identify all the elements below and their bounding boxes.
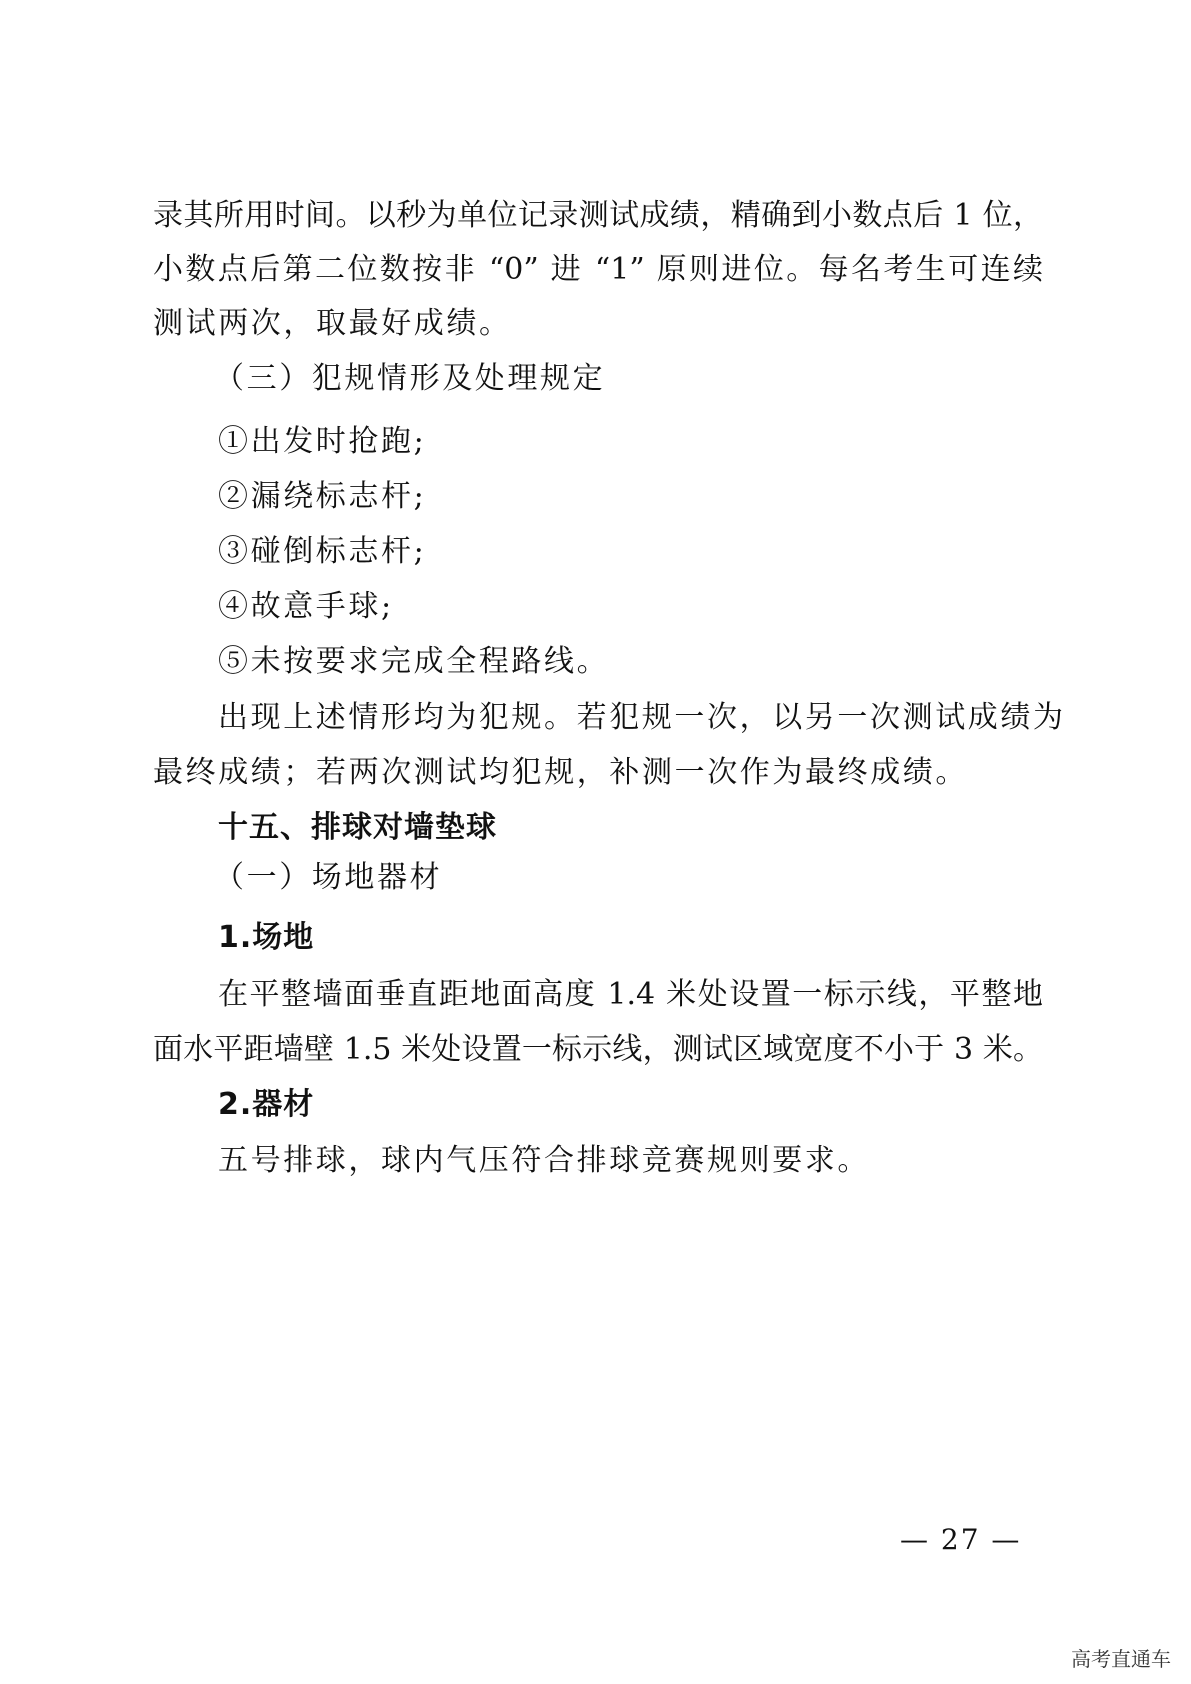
violation-item: ④故意手球;	[218, 589, 394, 624]
violation-item: ①出发时抢跑;	[218, 424, 427, 459]
page-number: — 27 —	[900, 1523, 1022, 1556]
paragraph-line: 小数点后第二位数按非 “0” 进 “1” 原则进位。每名考生可连续	[153, 252, 1043, 287]
violation-item: ②漏绕标志杆;	[218, 479, 427, 514]
paragraph-line: 测试两次，取最好成绩。	[153, 306, 512, 341]
violation-item: ⑤未按要求完成全程路线。	[218, 644, 610, 679]
subheading-violations: （三）犯规情形及处理规定	[214, 361, 606, 396]
paragraph-line: 五号排球，球内气压符合排球竞赛规则要求。	[218, 1143, 870, 1178]
section-title: 十五、排球对墙垫球	[218, 810, 497, 845]
paragraph-line: 最终成绩；若两次测试均犯规，补测一次作为最终成绩。	[153, 755, 968, 790]
subheading-equipment: （一）场地器材	[214, 860, 443, 895]
paragraph-line: 出现上述情形均为犯规。若犯规一次，以另一次测试成绩为	[218, 700, 1066, 735]
watermark-text: 高考直通车	[1071, 1647, 1171, 1671]
paragraph-line: 在平整墙面垂直距地面高度 1.4 米处设置一标示线，平整地	[218, 977, 1043, 1012]
violation-item: ③碰倒标志杆;	[218, 534, 427, 569]
item-title-equipment: 2.器材	[218, 1087, 315, 1122]
item-title-venue: 1.场地	[218, 920, 315, 955]
paragraph-line: 录其所用时间。以秒为单位记录测试成绩，精确到小数点后 1 位，	[153, 198, 1043, 233]
paragraph-line: 面水平距墙壁 1.5 米处设置一标示线，测试区域宽度不小于 3 米。	[153, 1032, 1043, 1067]
